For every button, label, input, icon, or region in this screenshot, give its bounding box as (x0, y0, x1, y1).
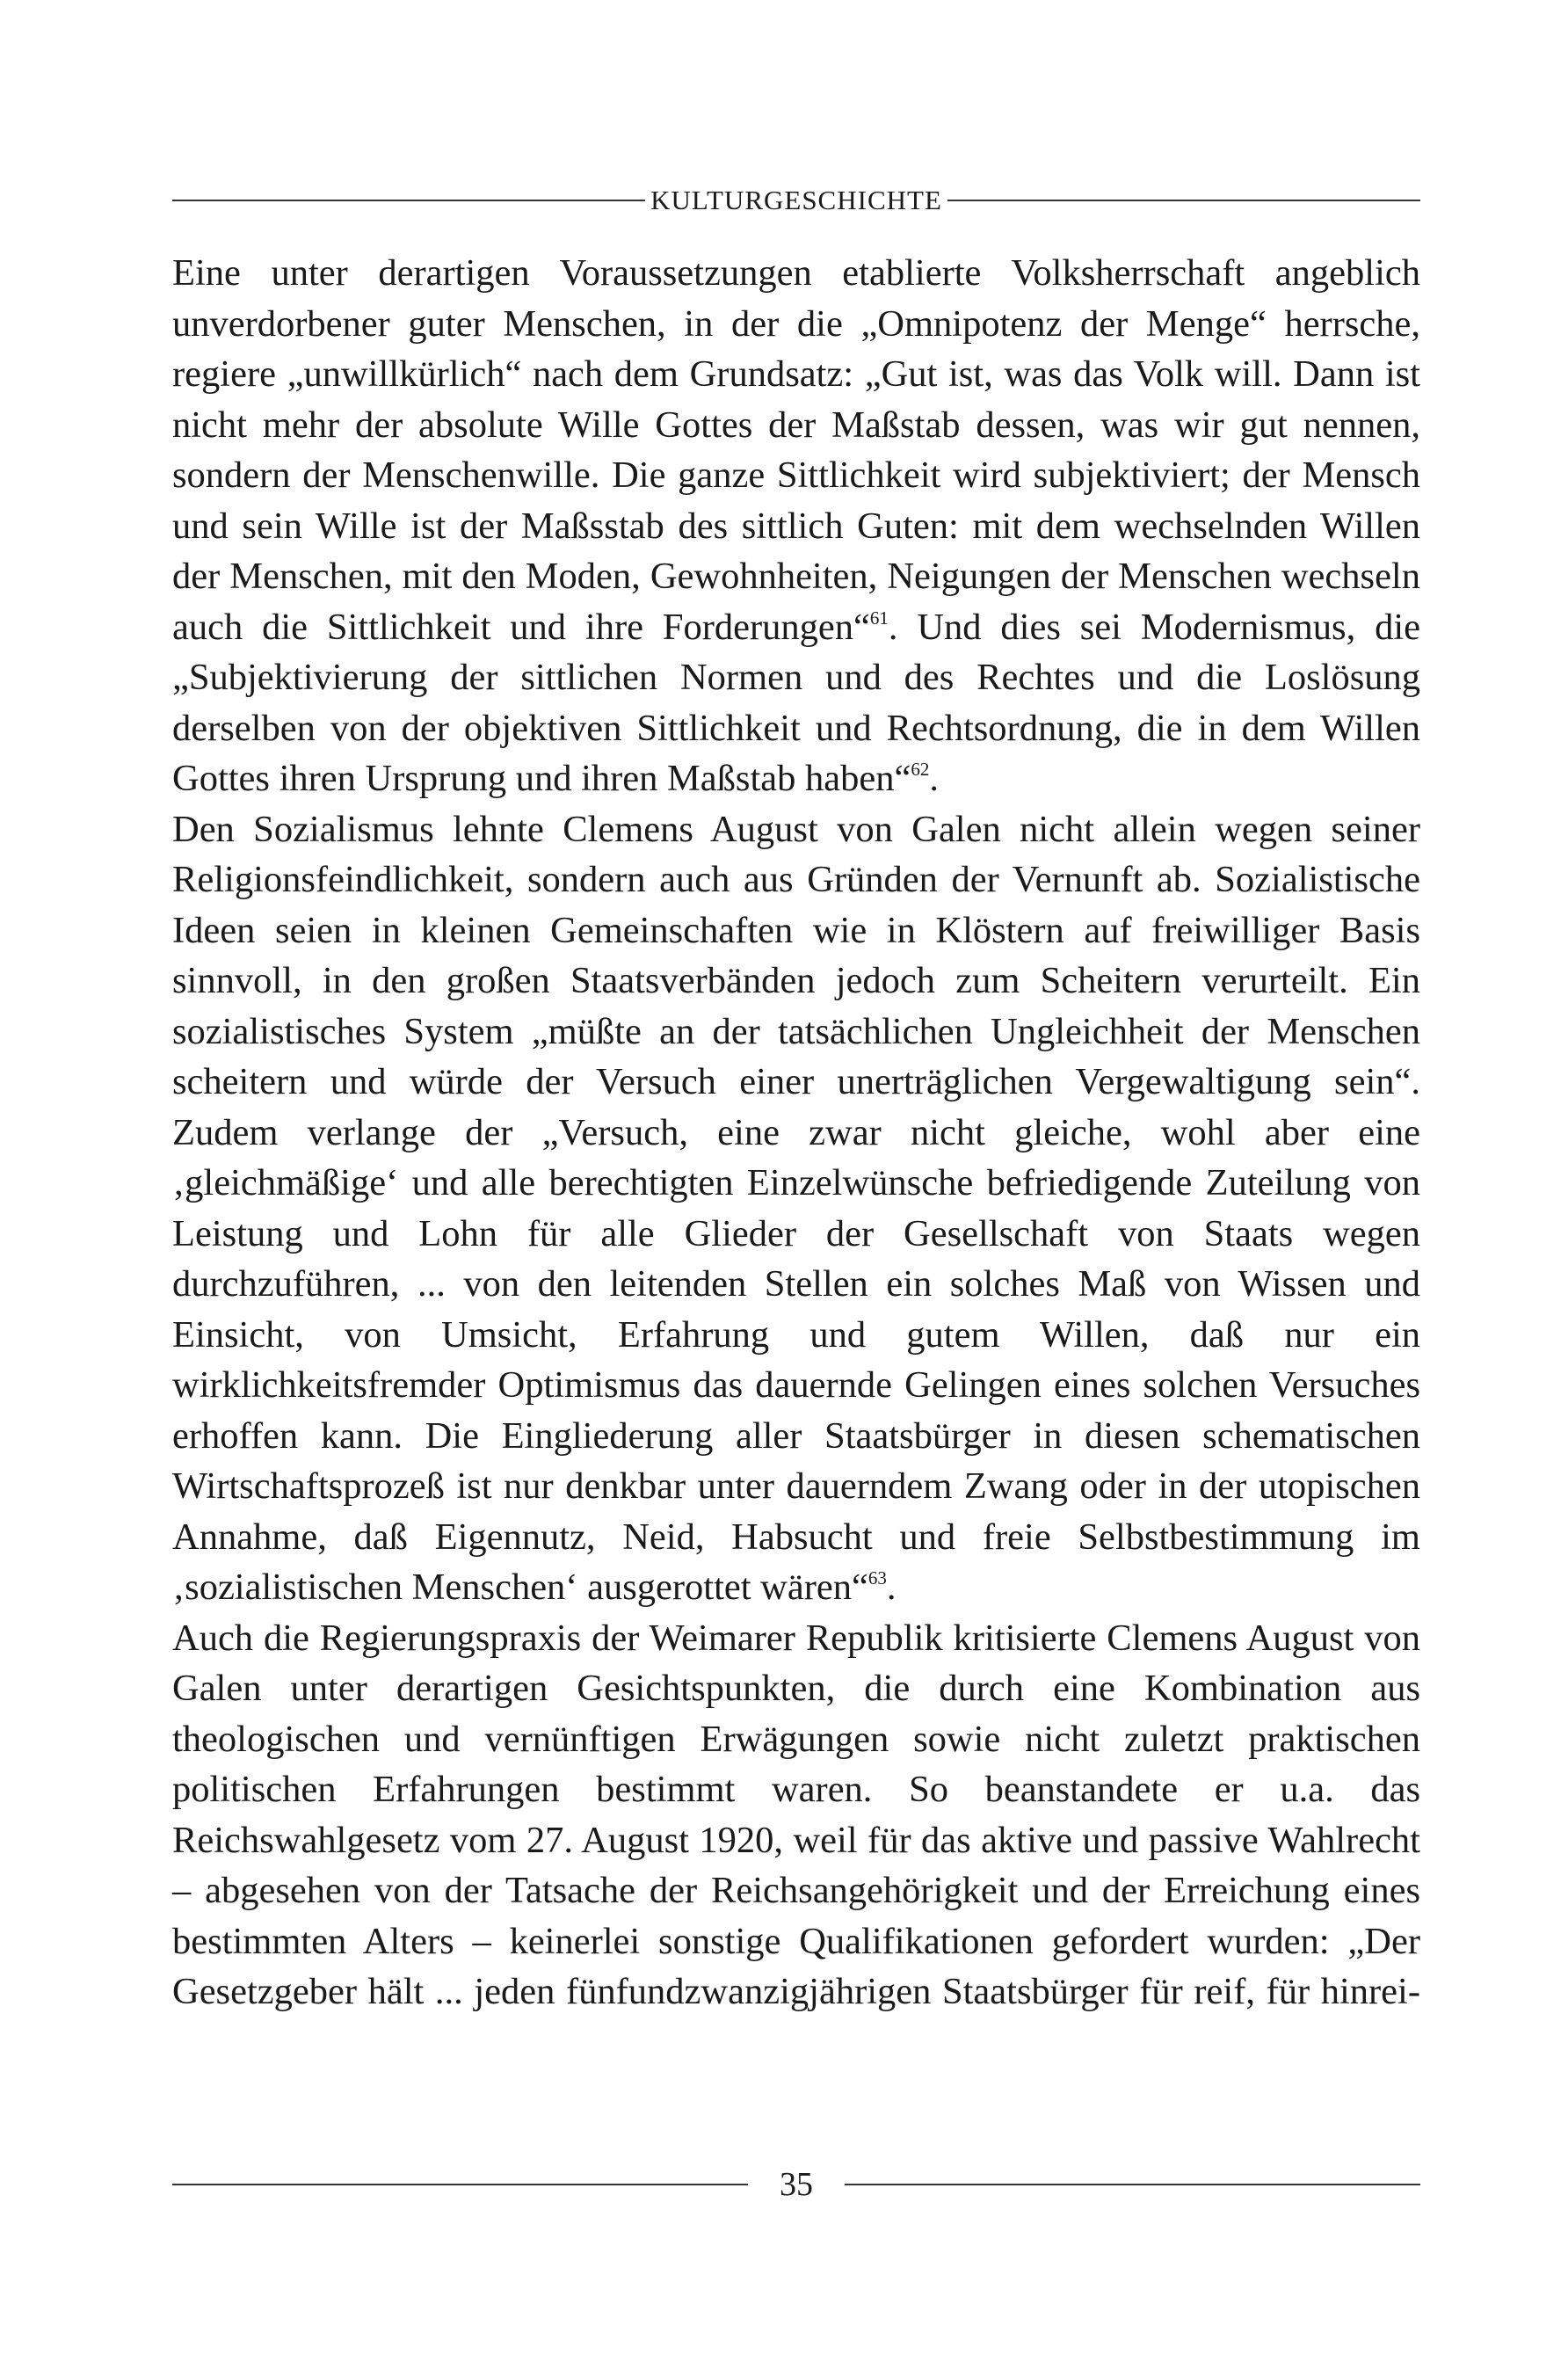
paragraph-text: Auch die Regierungspraxis der Weimarer Republik kritisierte Clemens August von Galen unter derartigen Gesichtspunkten, die durch eine Kombination aus theologischen und vernünftigen Erwägungen sowie nicht zuletzt praktischen politischen Erfahrungen bestimmt waren. So beanstandete er u.a. das Reichswahlgesetz vom 27. August 1920, weil für das aktive und passive Wahlrecht – abgesehen von der Tatsache der Reichsangehörigkeit und der Erreichung eines bestimmten Alters – keinerlei sonstige Qualifikationen gefordert wurden: „Der Gesetzgeber hält ... jeden fünfundzwanzigjährigen Staatsbürger für reif, für hinrei- (172, 1617, 1420, 2012)
footnote-ref-62: 62 (911, 759, 930, 780)
header-rule-right (947, 200, 1420, 201)
footnote-ref-61: 61 (869, 607, 889, 629)
paragraph (172, 804, 1420, 1613)
footnote-ref-63: 63 (867, 1567, 887, 1588)
paragraph (172, 248, 1420, 804)
paragraph-text: Den Sozialismus lehnte Clemens August von Galen nicht allein wegen seiner Religionsfeindlichkeit, sondern auch aus Gründen der Vernunft ab. Sozialistische Ideen seien in kleinen Gemeinschaften wie in Klöstern auf freiwilliger Basis sinnvoll, in den großen Staatsverbänden jedoch zum Scheitern verurteilt. Ein sozialistisches System „müßte an der tatsächlichen Ungleichheit der Menschen scheitern und würde der Versuch einer unerträglichen Vergewaltigung sein“. Zudem verlange der „Versuch, eine zwar nicht gleiche, wohl aber eine ‚gleichmäßige‘ und alle berechtigten Einzelwünsche befriedigende Zuteilung von Leistung und Lohn für alle Glieder der Gesellschaft von Staats wegen durchzuführen, ... von den leitenden Stellen ein solches Maß von Wissen und Einsicht, von Umsicht, Erfahrung und gutem Willen, daß nur ein wirklichkeitsfremder Optimismus das dauernde Gelingen eines solchen Versuches erhoffen kann. Die Eingliederung aller Staatsbürger in diesen schematischen Wirtschaftsprozeß ist nur denkbar unter dauerndem Zwang oder in der utopischen Annahme, daß Eigennutz, Neid, Habsucht und freie Selbstbestimmung im ‚sozialistischen Menschen‘ ausgerottet wären“ (172, 808, 1420, 1608)
paragraph-text: . (886, 1567, 897, 1608)
footer-rule-right (845, 2184, 1420, 2185)
running-title: KULTURGESCHICHTE (650, 185, 942, 215)
paragraph-text: Eine unter derartigen Voraussetzungen etablierte Volksherrschaft angeblich unverdorbener guter Menschen, in der die „Omnipotenz der Menge“ herrsche, regiere „unwillkürlich“ nach dem Grundsatz: „Gut ist, was das Volk will. Dann ist nicht mehr der absolute Wille Gottes der Maßstab dessen, was wir gut nennen, sondern der Menschenwille. Die ganze Sittlichkeit wird subjektiviert; der Mensch und sein Wille ist der Maßsstab des sittlich Guten: mit dem wechselnden Willen der Menschen, mit den Moden, Gewohnheiten, Neigungen der Menschen wechseln auch die Sittlichkeit und ihre Forderungen“ (172, 252, 1420, 648)
page-footer (172, 2168, 1420, 2201)
body-text (172, 248, 1420, 2017)
running-header (172, 186, 1420, 214)
footer-rule-left (172, 2184, 748, 2185)
page-number: 35 (780, 2166, 813, 2203)
paragraph-text: . Und dies sei Modernismus, die „Subjektivierung der sittlichen Normen und des Rechtes und die Loslösung derselben von der objektiven Sittlichkeit und Rechtsordnung, die in dem Willen Gottes ihren Ursprung und ihren Maßstab haben“ (172, 606, 1420, 799)
paragraph-text: . (929, 758, 939, 799)
paragraph (172, 1613, 1420, 2017)
header-rule-left (172, 200, 645, 201)
